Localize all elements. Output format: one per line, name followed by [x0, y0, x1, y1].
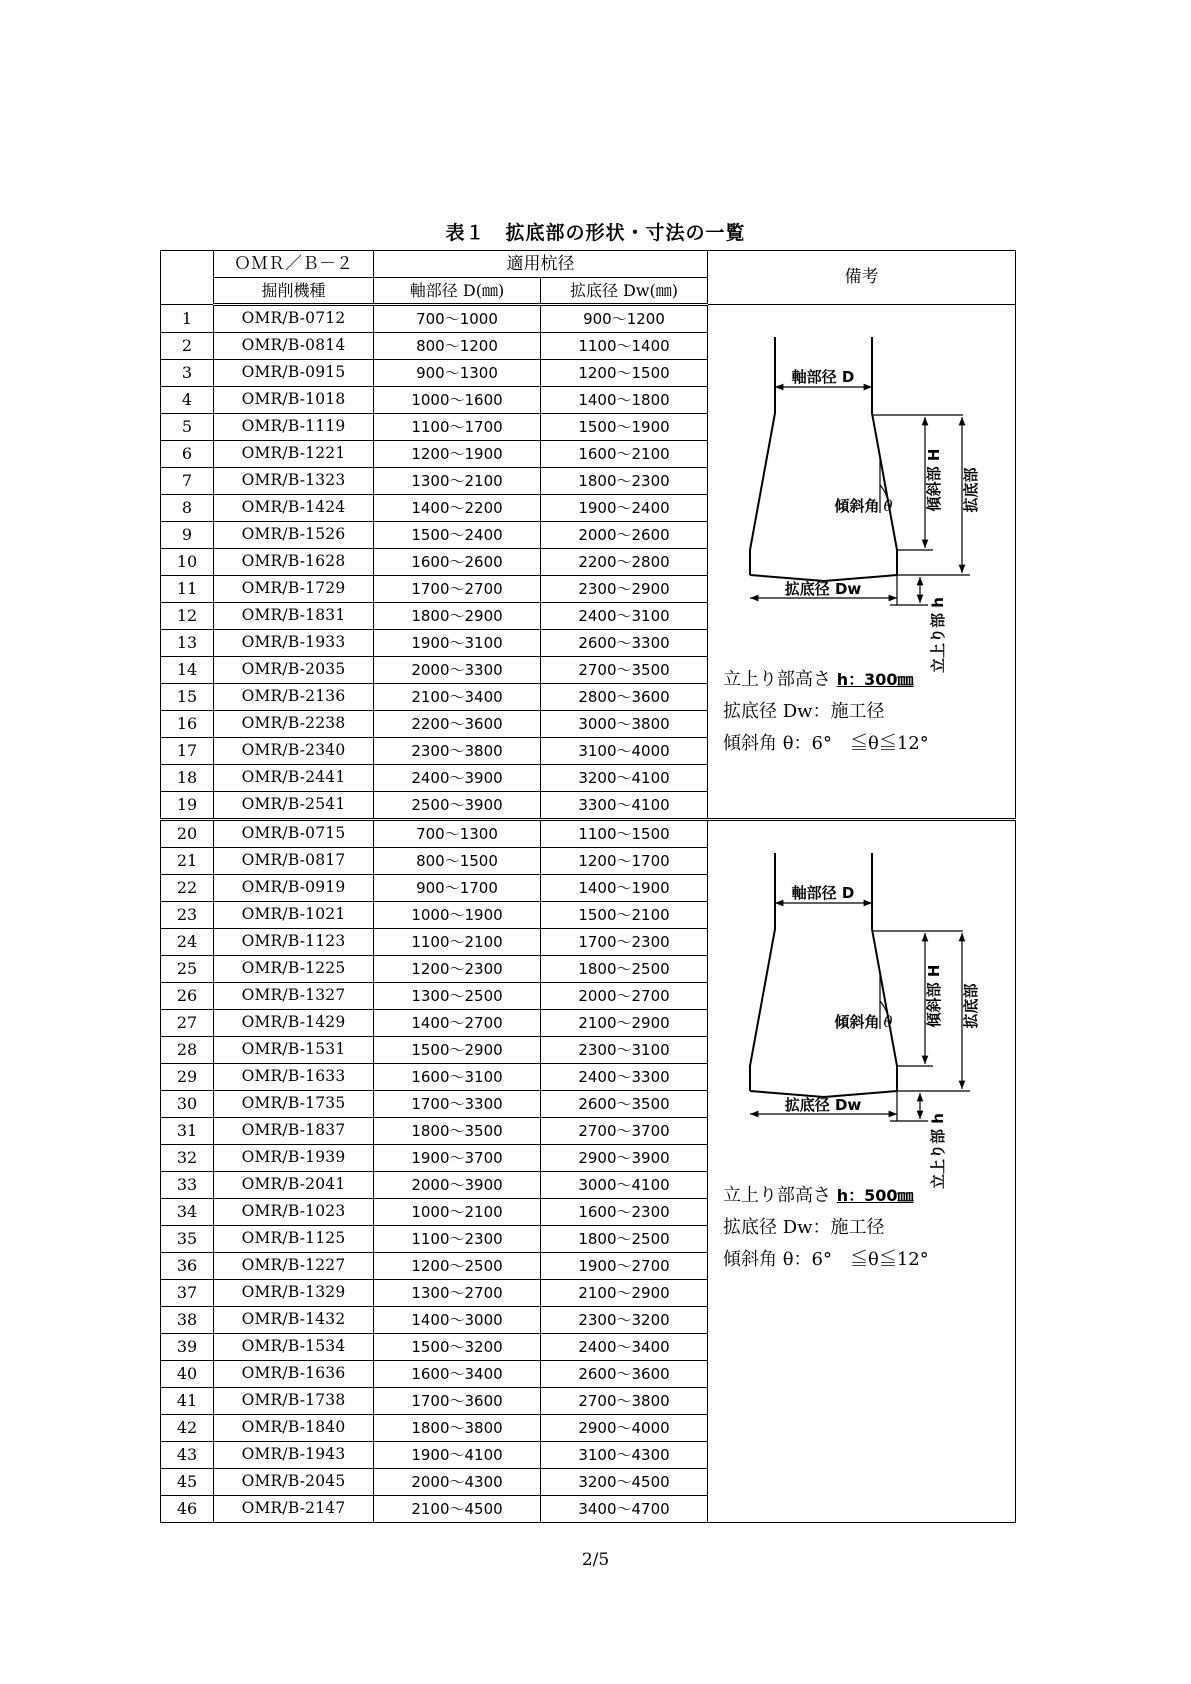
row-number: 45 — [161, 1469, 214, 1496]
shaft-diameter-range: 1700～3300 — [374, 1091, 541, 1118]
table-row — [161, 305, 1016, 333]
shaft-diameter-range: 1900～3700 — [374, 1145, 541, 1172]
shaft-diameter-range: 1100～2300 — [374, 1226, 541, 1253]
base-diameter-range: 2900～4000 — [541, 1415, 708, 1442]
row-number: 9 — [161, 522, 214, 549]
remark-remark2 — [708, 820, 1016, 1523]
machine-code: OMR/B-1429 — [214, 1010, 374, 1037]
row-number: 24 — [161, 929, 214, 956]
machine-code: OMR/B-1636 — [214, 1361, 374, 1388]
base-diameter-range: 3100～4300 — [541, 1442, 708, 1469]
row-number: 35 — [161, 1226, 214, 1253]
row-number: 23 — [161, 902, 214, 929]
shaft-diameter-label: 軸部径 D — [791, 368, 855, 386]
rise-height-note — [723, 671, 914, 689]
row-number: 29 — [161, 1064, 214, 1091]
shaft-diameter-range: 900～1300 — [374, 360, 541, 387]
header-remarks: 備考 — [708, 251, 1016, 305]
row-number: 14 — [161, 657, 214, 684]
rise-part-label: 立上り部 h — [929, 597, 947, 673]
machine-code: OMR/B-2147 — [214, 1496, 374, 1523]
base-diameter-range: 2000～2600 — [541, 522, 708, 549]
base-diameter-range: 2000～2700 — [541, 983, 708, 1010]
theta-symbol: θ — [883, 497, 893, 515]
row-number: 25 — [161, 956, 214, 983]
base-diameter-range: 2600～3600 — [541, 1361, 708, 1388]
shaft-diameter-range: 2200～3600 — [374, 711, 541, 738]
base-diameter-range: 2300～2900 — [541, 576, 708, 603]
header-machine-line1: ＯＭＲ／Ｂ－２ — [214, 251, 374, 278]
row-number: 15 — [161, 684, 214, 711]
row-number: 6 — [161, 441, 214, 468]
shaft-diameter-range: 1300～2500 — [374, 983, 541, 1010]
base-diameter-range: 3000～3800 — [541, 711, 708, 738]
header-machine-line2: 掘削機種 — [214, 278, 374, 305]
base-diameter-range: 3300～4100 — [541, 792, 708, 820]
base-diameter-note: 拡底径 Dw：施工径 — [723, 701, 885, 722]
machine-code: OMR/B-2238 — [214, 711, 374, 738]
shaft-diameter-range: 700～1000 — [374, 305, 541, 333]
machine-code: OMR/B-0915 — [214, 360, 374, 387]
base-diameter-range: 2100～2900 — [541, 1010, 708, 1037]
shaft-diameter-range: 700～1300 — [374, 820, 541, 848]
row-number: 27 — [161, 1010, 214, 1037]
shaft-diameter-range: 2100～3400 — [374, 684, 541, 711]
rise-part-label: 立上り部 h — [929, 1113, 947, 1189]
rise-height-note — [723, 1187, 914, 1205]
base-diameter-range: 3200～4500 — [541, 1469, 708, 1496]
pile-shape-diagram — [708, 821, 1016, 1221]
shaft-diameter-range: 2000～3300 — [374, 657, 541, 684]
machine-code: OMR/B-1227 — [214, 1253, 374, 1280]
shaft-diameter-range: 1200～2500 — [374, 1253, 541, 1280]
row-number: 13 — [161, 630, 214, 657]
row-number: 37 — [161, 1280, 214, 1307]
row-number: 42 — [161, 1415, 214, 1442]
base-diameter-range: 2400～3100 — [541, 603, 708, 630]
machine-code: OMR/B-0712 — [214, 305, 374, 333]
shaft-diameter-range: 800～1500 — [374, 848, 541, 875]
shaft-diameter-range: 1400～2200 — [374, 495, 541, 522]
machine-code: OMR/B-1432 — [214, 1307, 374, 1334]
machine-code: OMR/B-1023 — [214, 1199, 374, 1226]
row-number: 8 — [161, 495, 214, 522]
base-diameter-range: 2400～3400 — [541, 1334, 708, 1361]
row-number: 46 — [161, 1496, 214, 1523]
base-diameter-range: 1400～1800 — [541, 387, 708, 414]
pile-dimension-table — [160, 250, 1016, 1523]
shaft-diameter-range: 1000～2100 — [374, 1199, 541, 1226]
table-row — [161, 820, 1016, 848]
angle-range-note: 傾斜角 θ：6° ≦θ≦12° — [723, 1249, 929, 1270]
angle-label: 傾斜角 — [834, 497, 880, 515]
shaft-diameter-range: 2000～3900 — [374, 1172, 541, 1199]
rise-height-value: h：300㎜ — [836, 670, 914, 689]
base-diameter-range: 2400～3300 — [541, 1064, 708, 1091]
row-number: 34 — [161, 1199, 214, 1226]
shaft-diameter-range: 1500～2400 — [374, 522, 541, 549]
page-number: 2/5 — [581, 1550, 610, 1570]
base-diameter-range: 1200～1500 — [541, 360, 708, 387]
base-diameter-range: 1500～1900 — [541, 414, 708, 441]
shaft-diameter-range: 2300～3800 — [374, 738, 541, 765]
row-number: 17 — [161, 738, 214, 765]
machine-code: OMR/B-1633 — [214, 1064, 374, 1091]
machine-code: OMR/B-1424 — [214, 495, 374, 522]
shaft-diameter-range: 1700～3600 — [374, 1388, 541, 1415]
remark-cell — [708, 821, 1015, 1522]
row-number: 21 — [161, 848, 214, 875]
rise-height-prefix: 立上り部高さ — [723, 1185, 831, 1206]
base-diameter-range: 2700～3500 — [541, 657, 708, 684]
enlarged-part-label: 拡底部 — [962, 467, 980, 513]
shaft-diameter-range: 1600～2600 — [374, 549, 541, 576]
slope-part-label: 傾斜部 H — [925, 964, 943, 1028]
shaft-diameter-range: 1200～1900 — [374, 441, 541, 468]
base-diameter-range: 1800～2300 — [541, 468, 708, 495]
base-diameter-note: 拡底径 Dw：施工径 — [723, 1217, 885, 1238]
base-diameter-range: 2800～3600 — [541, 684, 708, 711]
row-number: 31 — [161, 1118, 214, 1145]
machine-code: OMR/B-2035 — [214, 657, 374, 684]
base-diameter-label: 拡底径 Dw — [784, 1096, 862, 1114]
base-diameter-range: 1900～2400 — [541, 495, 708, 522]
base-diameter-range: 1200～1700 — [541, 848, 708, 875]
remark-cell — [708, 305, 1015, 818]
row-number: 26 — [161, 983, 214, 1010]
base-diameter-range: 2600～3300 — [541, 630, 708, 657]
pile-shape-diagram — [708, 305, 1016, 705]
base-diameter-range: 2300～3200 — [541, 1307, 708, 1334]
machine-code: OMR/B-1837 — [214, 1118, 374, 1145]
shaft-diameter-range: 1500～2900 — [374, 1037, 541, 1064]
shaft-diameter-range: 1400～3000 — [374, 1307, 541, 1334]
enlarged-part-label: 拡底部 — [962, 983, 980, 1029]
shaft-diameter-range: 1000～1900 — [374, 902, 541, 929]
shaft-diameter-range: 800～1200 — [374, 333, 541, 360]
machine-code: OMR/B-1840 — [214, 1415, 374, 1442]
row-number: 5 — [161, 414, 214, 441]
remark-remark1 — [708, 305, 1016, 820]
angle-range-note: 傾斜角 θ：6° ≦θ≦12° — [723, 733, 929, 754]
shaft-diameter-range: 1900～3100 — [374, 630, 541, 657]
base-diameter-range: 2900～3900 — [541, 1145, 708, 1172]
theta-symbol: θ — [883, 1013, 893, 1031]
base-diameter-range: 1800～2500 — [541, 956, 708, 983]
machine-code: OMR/B-2541 — [214, 792, 374, 820]
row-number: 3 — [161, 360, 214, 387]
base-diameter-range: 1700～2300 — [541, 929, 708, 956]
base-diameter-range: 2600～3500 — [541, 1091, 708, 1118]
shaft-diameter-range: 1100～2100 — [374, 929, 541, 956]
shaft-diameter-range: 900～1700 — [374, 875, 541, 902]
base-diameter-range: 3000～4100 — [541, 1172, 708, 1199]
base-diameter-label: 拡底径 Dw — [784, 580, 862, 598]
machine-code: OMR/B-2441 — [214, 765, 374, 792]
shaft-diameter-label: 軸部径 D — [791, 884, 855, 902]
base-diameter-range: 1100～1400 — [541, 333, 708, 360]
row-number: 40 — [161, 1361, 214, 1388]
machine-code: OMR/B-1943 — [214, 1442, 374, 1469]
row-number: 36 — [161, 1253, 214, 1280]
shaft-diameter-range: 2500～3900 — [374, 792, 541, 820]
machine-code: OMR/B-1021 — [214, 902, 374, 929]
machine-code: OMR/B-1329 — [214, 1280, 374, 1307]
base-diameter-range: 2700～3700 — [541, 1118, 708, 1145]
base-diameter-range: 1900～2700 — [541, 1253, 708, 1280]
base-diameter-range: 2700～3800 — [541, 1388, 708, 1415]
row-number: 1 — [161, 305, 214, 333]
base-diameter-range: 2300～3100 — [541, 1037, 708, 1064]
machine-code: OMR/B-1125 — [214, 1226, 374, 1253]
machine-code: OMR/B-2136 — [214, 684, 374, 711]
row-number: 11 — [161, 576, 214, 603]
shaft-diameter-range: 1800～3800 — [374, 1415, 541, 1442]
base-diameter-range: 1500～2100 — [541, 902, 708, 929]
row-number: 28 — [161, 1037, 214, 1064]
machine-code: OMR/B-1939 — [214, 1145, 374, 1172]
row-number: 16 — [161, 711, 214, 738]
machine-code: OMR/B-1531 — [214, 1037, 374, 1064]
row-number: 10 — [161, 549, 214, 576]
shaft-diameter-range: 1600～3400 — [374, 1361, 541, 1388]
header-shaft-diameter: 軸部径 D(㎜) — [374, 278, 541, 305]
shaft-diameter-range: 1300～2100 — [374, 468, 541, 495]
machine-code: OMR/B-0715 — [214, 820, 374, 848]
machine-code: OMR/B-2045 — [214, 1469, 374, 1496]
shaft-diameter-range: 1100～1700 — [374, 414, 541, 441]
row-number: 20 — [161, 820, 214, 848]
shaft-diameter-range: 1900～4100 — [374, 1442, 541, 1469]
base-diameter-range: 2200～2800 — [541, 549, 708, 576]
machine-code: OMR/B-1327 — [214, 983, 374, 1010]
row-number: 22 — [161, 875, 214, 902]
base-diameter-range: 1800～2500 — [541, 1226, 708, 1253]
machine-code: OMR/B-1123 — [214, 929, 374, 956]
shaft-diameter-range: 1600～3100 — [374, 1064, 541, 1091]
slope-part-label: 傾斜部 H — [925, 448, 943, 512]
machine-code: OMR/B-2041 — [214, 1172, 374, 1199]
machine-code: OMR/B-1225 — [214, 956, 374, 983]
rise-height-prefix: 立上り部高さ — [723, 669, 831, 690]
machine-code: OMR/B-1831 — [214, 603, 374, 630]
base-diameter-range: 900～1200 — [541, 305, 708, 333]
machine-code: OMR/B-0817 — [214, 848, 374, 875]
machine-code: OMR/B-1628 — [214, 549, 374, 576]
machine-code: OMR/B-1735 — [214, 1091, 374, 1118]
row-number: 33 — [161, 1172, 214, 1199]
base-diameter-range: 1400～1900 — [541, 875, 708, 902]
row-number: 32 — [161, 1145, 214, 1172]
machine-code: OMR/B-1221 — [214, 441, 374, 468]
base-diameter-range: 1600～2300 — [541, 1199, 708, 1226]
row-number: 19 — [161, 792, 214, 820]
angle-label: 傾斜角 — [834, 1013, 880, 1031]
shaft-diameter-range: 1800～3500 — [374, 1118, 541, 1145]
base-diameter-range: 1100～1500 — [541, 820, 708, 848]
machine-code: OMR/B-1526 — [214, 522, 374, 549]
shaft-diameter-range: 1700～2700 — [374, 576, 541, 603]
row-number: 7 — [161, 468, 214, 495]
machine-code: OMR/B-1738 — [214, 1388, 374, 1415]
machine-code: OMR/B-1933 — [214, 630, 374, 657]
row-number: 43 — [161, 1442, 214, 1469]
row-number: 30 — [161, 1091, 214, 1118]
shaft-diameter-range: 2100～4500 — [374, 1496, 541, 1523]
machine-code: OMR/B-1018 — [214, 387, 374, 414]
header-applicable-diameter: 適用杭径 — [374, 251, 708, 278]
base-diameter-range: 3100～4000 — [541, 738, 708, 765]
base-diameter-range: 3400～4700 — [541, 1496, 708, 1523]
base-diameter-range: 2100～2900 — [541, 1280, 708, 1307]
row-number: 38 — [161, 1307, 214, 1334]
table-title: 表１ 拡底部の形状・寸法の一覧 — [445, 222, 746, 244]
row-number: 4 — [161, 387, 214, 414]
shaft-diameter-range: 1300～2700 — [374, 1280, 541, 1307]
machine-code: OMR/B-0814 — [214, 333, 374, 360]
shaft-diameter-range: 1000～1600 — [374, 387, 541, 414]
machine-code: OMR/B-0919 — [214, 875, 374, 902]
row-number: 18 — [161, 765, 214, 792]
row-number: 2 — [161, 333, 214, 360]
machine-code: OMR/B-1119 — [214, 414, 374, 441]
shaft-diameter-range: 1800～2900 — [374, 603, 541, 630]
shaft-diameter-range: 2000～4300 — [374, 1469, 541, 1496]
machine-code: OMR/B-1729 — [214, 576, 374, 603]
header-base-diameter: 拡底径 Dw(㎜) — [541, 278, 708, 305]
machine-code: OMR/B-1534 — [214, 1334, 374, 1361]
row-number: 41 — [161, 1388, 214, 1415]
shaft-diameter-range: 1200～2300 — [374, 956, 541, 983]
rise-height-value: h：500㎜ — [836, 1186, 914, 1205]
machine-code: OMR/B-2340 — [214, 738, 374, 765]
shaft-diameter-range: 1400～2700 — [374, 1010, 541, 1037]
base-diameter-range: 1600～2100 — [541, 441, 708, 468]
base-diameter-range: 3200～4100 — [541, 765, 708, 792]
row-number: 12 — [161, 603, 214, 630]
machine-code: OMR/B-1323 — [214, 468, 374, 495]
shaft-diameter-range: 1500～3200 — [374, 1334, 541, 1361]
header-no — [161, 251, 214, 305]
shaft-diameter-range: 2400～3900 — [374, 765, 541, 792]
row-number: 39 — [161, 1334, 214, 1361]
